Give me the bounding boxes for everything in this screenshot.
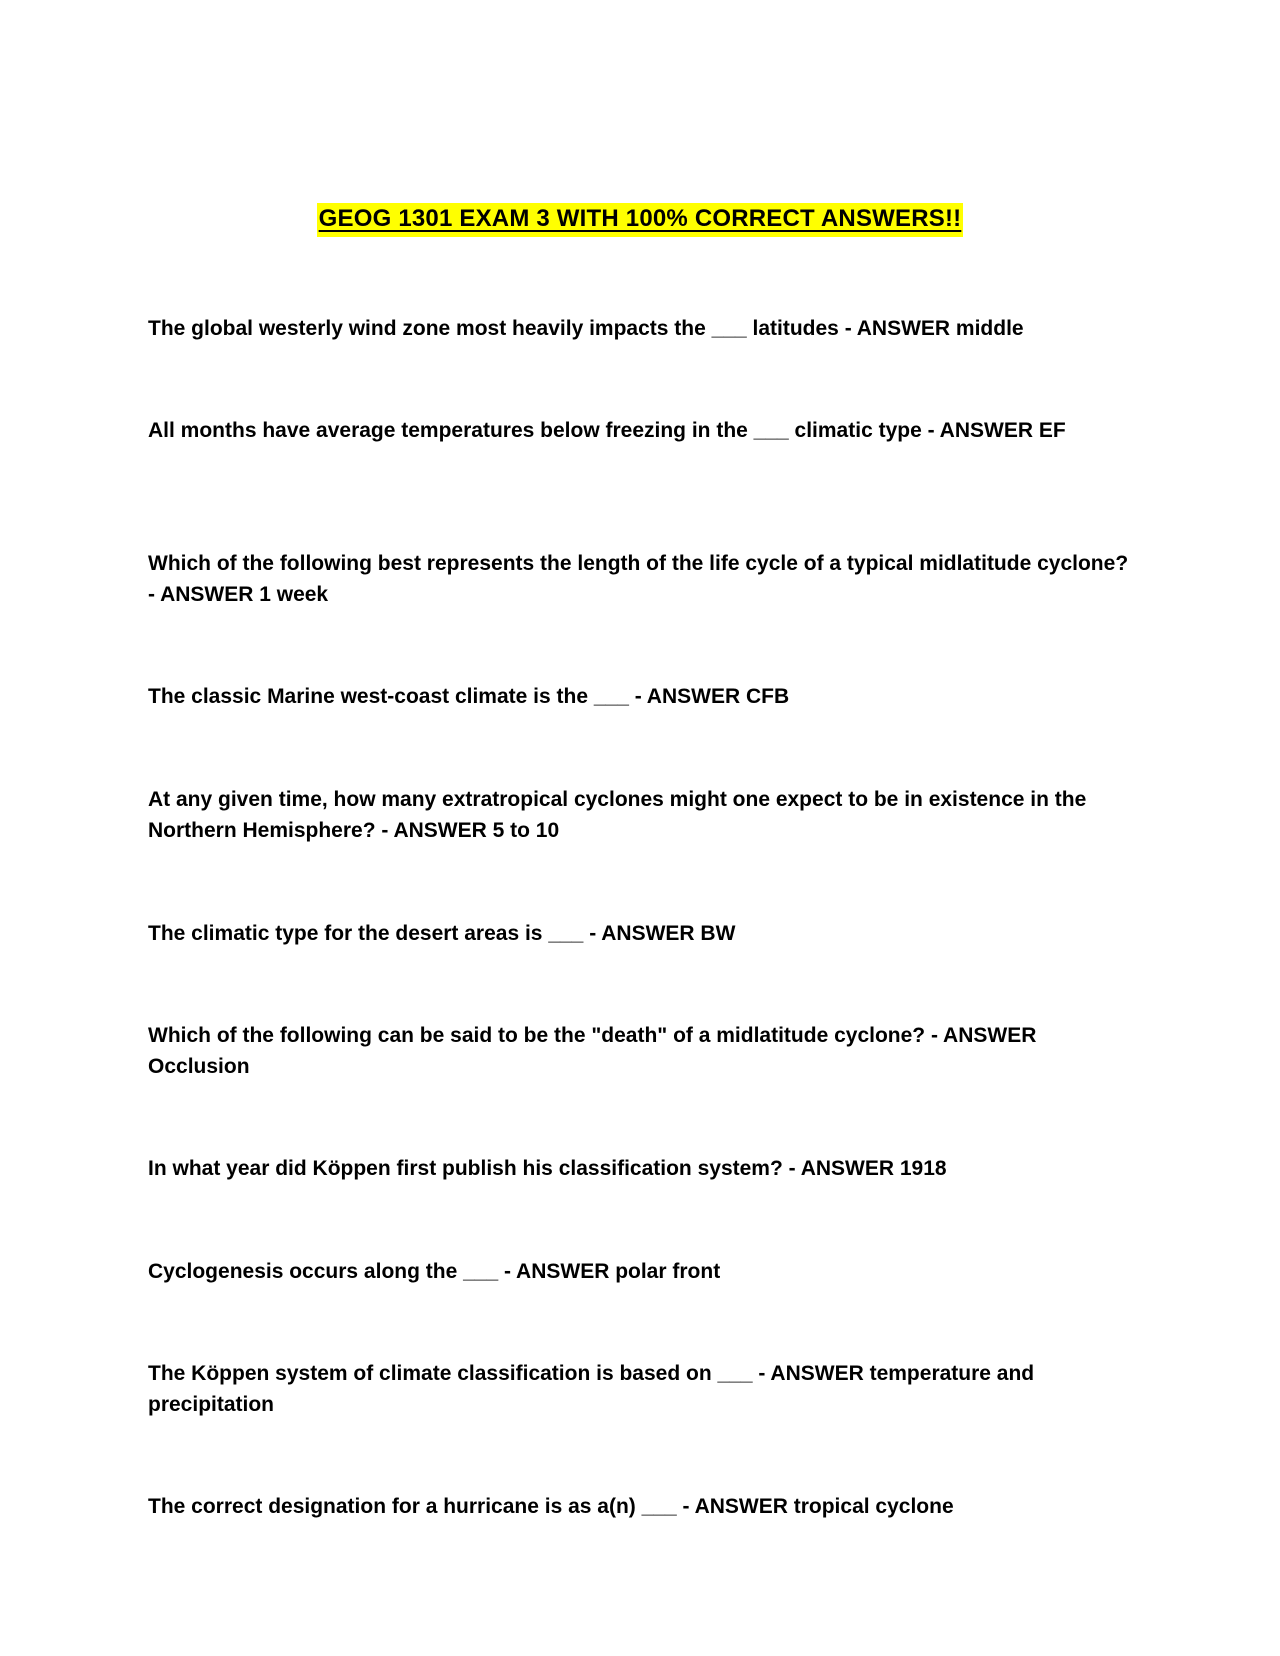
qa-item: [148, 1491, 1138, 1522]
answer-text: ANSWER EF: [939, 419, 1066, 442]
question-text: The classic Marine west-coast climate is the ___ -: [148, 685, 647, 708]
qa-item: [148, 415, 1138, 446]
question-text: The correct designation for a hurricane is as a(n) ___ -: [148, 1495, 695, 1518]
question-text: Which of the following can be said to be the "death" of a midlatitude cyclone? -: [148, 1024, 943, 1047]
answer-text: ANSWER CFB: [646, 685, 790, 708]
question-text: All months have average temperatures below freezing in the ___ climatic type -: [148, 419, 940, 442]
qa-item: [148, 313, 1138, 344]
qa-item: [148, 1153, 1138, 1184]
qa-item: [148, 1256, 1138, 1287]
answer-text: ANSWER polar front: [516, 1260, 721, 1283]
answer-text: ANSWER 1918: [800, 1157, 947, 1180]
answer-text: ANSWER tropical cyclone: [694, 1495, 954, 1518]
qa-item: [148, 784, 1138, 846]
qa-item: [148, 1020, 1138, 1082]
answer-text: ANSWER 5 to 10: [393, 819, 560, 842]
answer-text: ANSWER 1 week: [160, 583, 329, 606]
question-text: The Köppen system of climate classification is based on ___ -: [148, 1362, 770, 1385]
qa-item: [148, 1358, 1138, 1420]
question-text: At any given time, how many extratropical cyclones might one expect to be in existence in the Northern Hemisphere? -: [148, 788, 1086, 842]
answer-text: ANSWER middle: [856, 317, 1024, 340]
document-title: GEOG 1301 EXAM 3 WITH 100% CORRECT ANSWERS!!: [317, 203, 964, 237]
qa-item: [148, 681, 1138, 712]
question-text: The climatic type for the desert areas is ___ -: [148, 922, 601, 945]
question-text: In what year did Köppen first publish his classification system? -: [148, 1157, 801, 1180]
answer-text: ANSWER temperature and precipitation: [148, 1362, 1035, 1416]
qa-item: [148, 918, 1138, 949]
answer-text: ANSWER BW: [601, 922, 736, 945]
qa-item: [148, 548, 1138, 610]
question-text: Which of the following best represents the length of the life cycle of a typical midlatitude cyclone? -: [148, 552, 1128, 606]
answer-text: ANSWER Occlusion: [148, 1024, 1037, 1078]
question-text: The global westerly wind zone most heavily impacts the ___ latitudes -: [148, 317, 857, 340]
question-text: Cyclogenesis occurs along the ___ -: [148, 1260, 516, 1283]
title-container: [0, 203, 1280, 237]
